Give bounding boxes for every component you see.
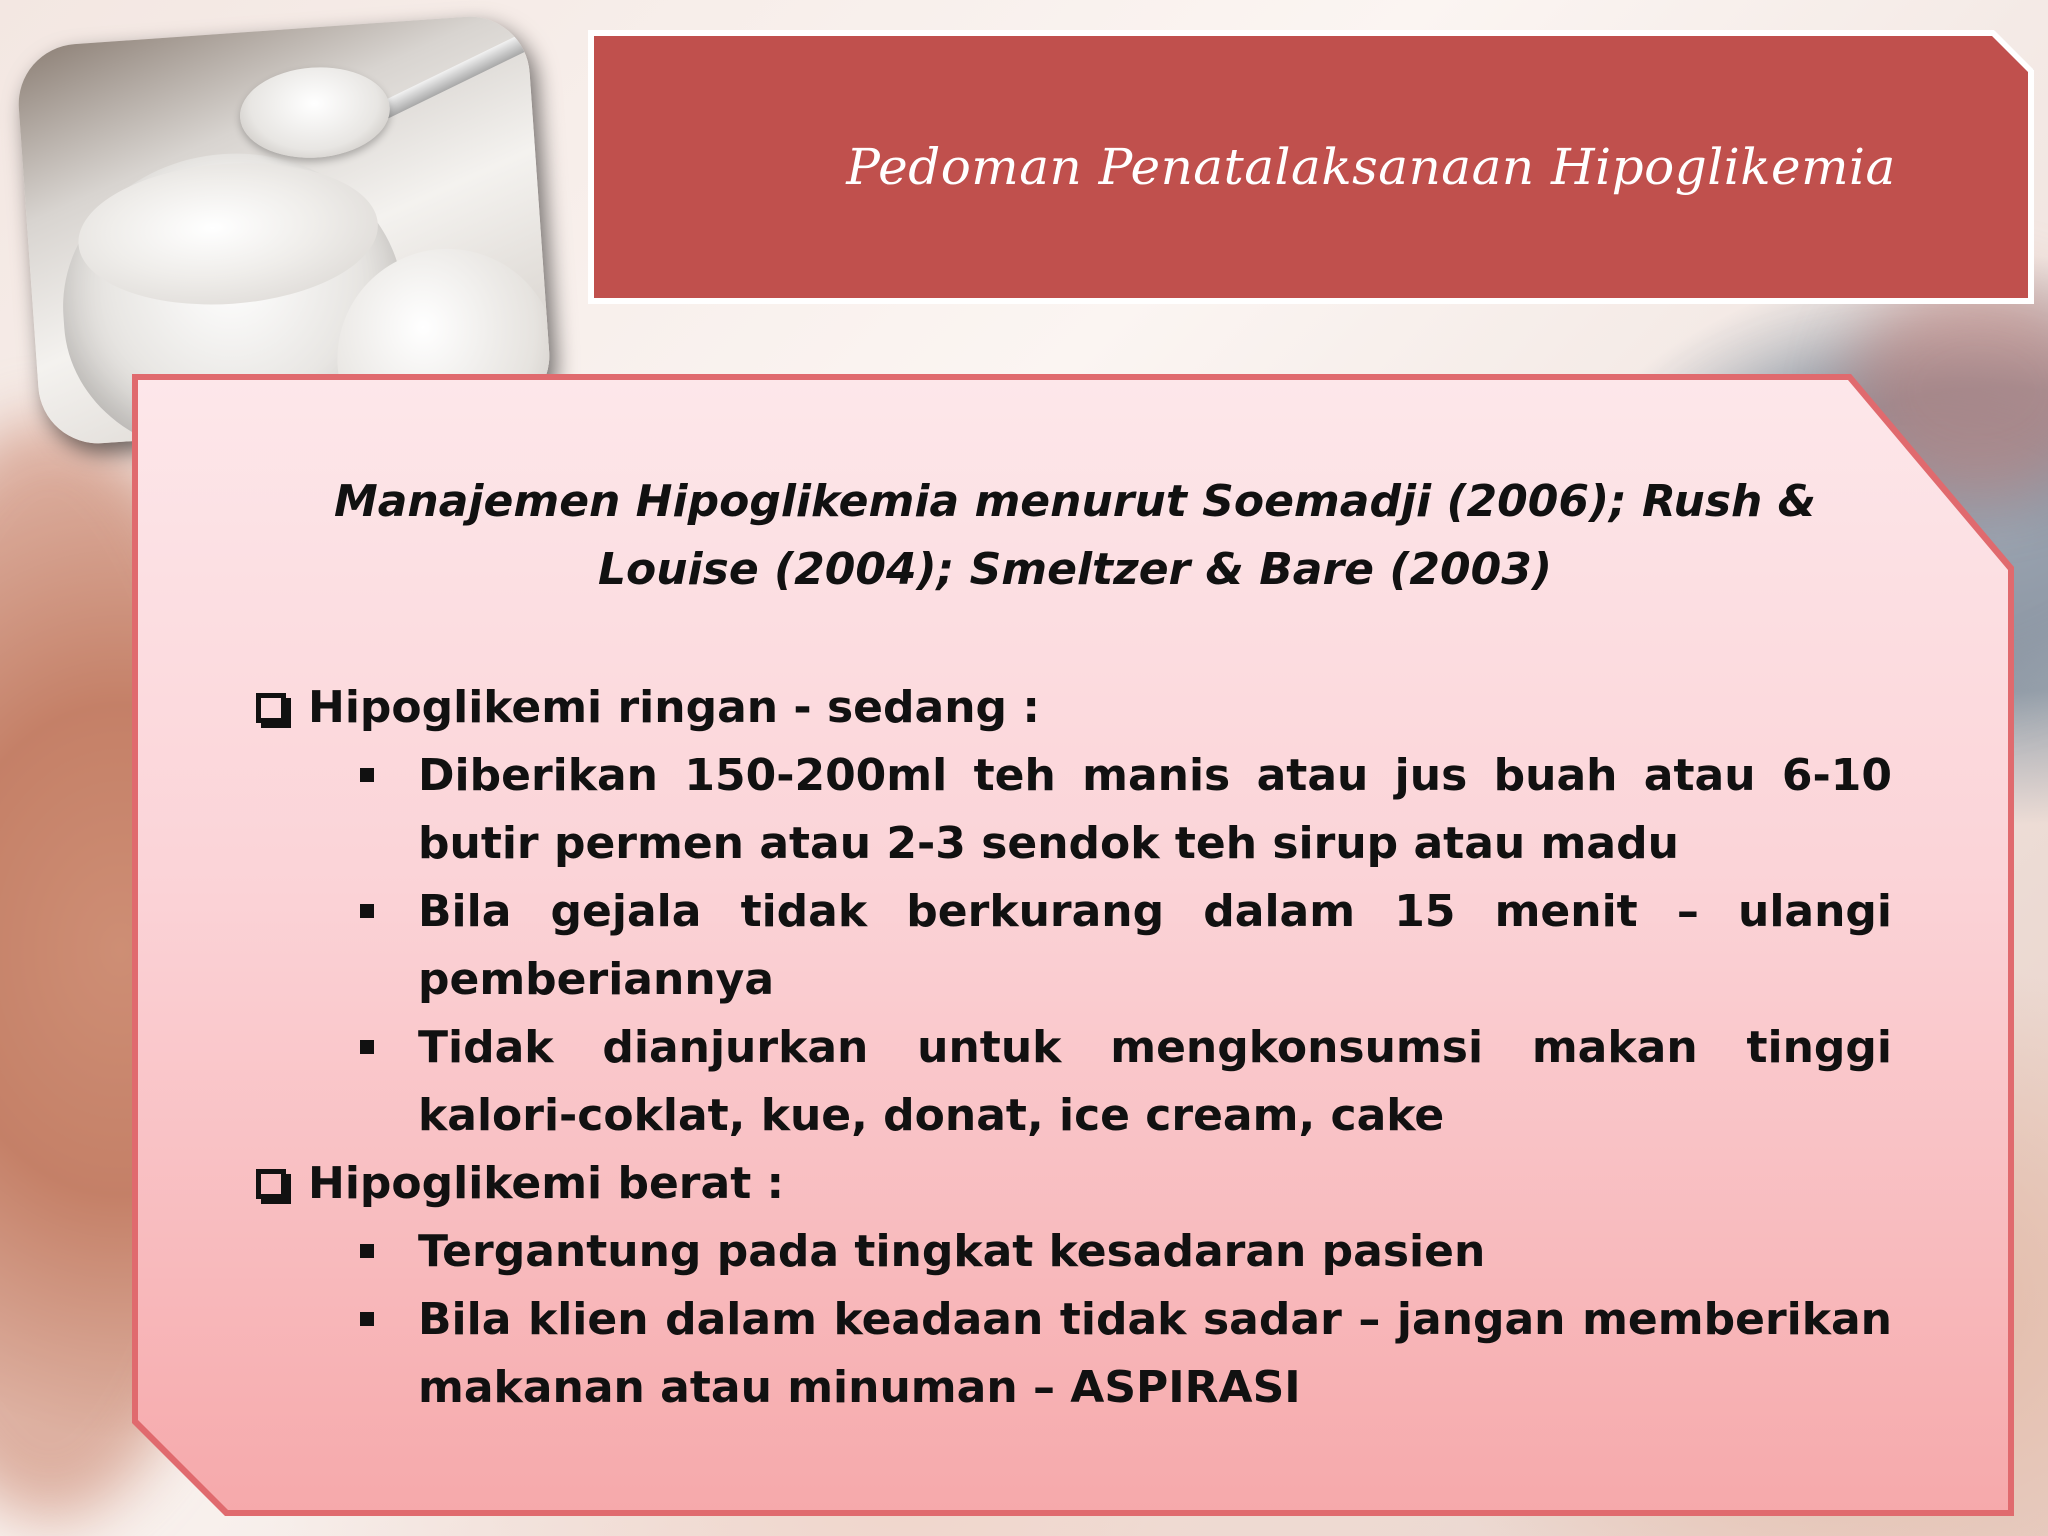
list-item-text: Diberikan 150-200ml teh manis atau jus buah atau 6-10 butir permen atau 2-3 sendok teh sirup atau madu	[418, 750, 1892, 869]
list-item-text: Tidak dianjurkan untuk mengkonsumsi makan tinggi kalori-coklat, kue, donat, ice cream, cake	[418, 1022, 1892, 1141]
list-item-text: Bila gejala tidak berkurang dalam 15 menit – ulangi pemberiannya	[418, 886, 1892, 1005]
list-item	[358, 1218, 1892, 1286]
list-item-text: Tergantung pada tingkat kesadaran pasien	[418, 1226, 1486, 1277]
square-bullet-icon	[360, 1312, 374, 1326]
list-item	[358, 1014, 1892, 1150]
section-berat	[252, 1150, 1892, 1422]
slide-subtitle: Manajemen Hipoglikemia menurut Soemadji (2006); Rush & Louise (2004); Smeltzer & Bare (2003)	[333, 476, 1817, 595]
square-bullet-icon	[360, 1040, 374, 1054]
square-bullet-icon	[360, 768, 374, 782]
checkbox-icon	[256, 693, 286, 723]
section-heading	[252, 674, 1892, 742]
content-outline	[252, 674, 1892, 1422]
checkbox-icon	[256, 1169, 286, 1199]
square-bullet-icon	[360, 904, 374, 918]
bullet-list	[252, 742, 1892, 1150]
slide-title: Pedoman Penatalaksanaan Hipoglikemia	[846, 138, 1896, 196]
section-heading-text: Hipoglikemi berat :	[308, 1158, 785, 1209]
section-heading-text: Hipoglikemi ringan - sedang :	[308, 682, 1040, 733]
list-item	[358, 1286, 1892, 1422]
spoon-shape	[237, 62, 393, 162]
list-item-text: Bila klien dalam keadaan tidak sadar – jangan memberikan makanan atau minuman – ASPIRASI	[418, 1294, 1892, 1413]
section-heading	[252, 1150, 1892, 1218]
list-item	[358, 878, 1892, 1014]
bullet-list	[252, 1218, 1892, 1422]
square-bullet-icon	[360, 1244, 374, 1258]
list-item	[358, 742, 1892, 878]
spoon-handle-shape	[374, 13, 553, 122]
section-ringan-sedang	[252, 674, 1892, 1150]
